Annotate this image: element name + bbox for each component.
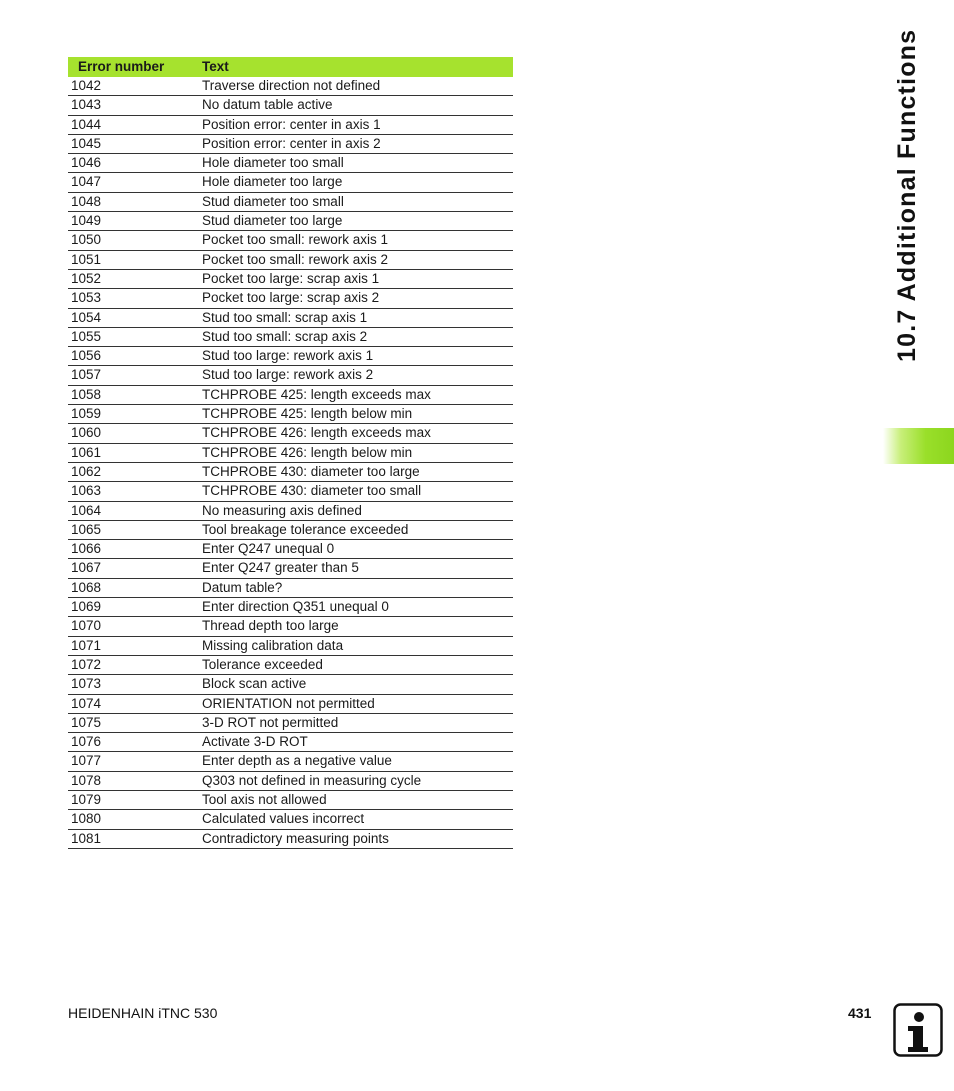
table-row xyxy=(68,636,513,655)
error-number-cell: 1072 xyxy=(68,655,202,674)
error-number-cell: 1059 xyxy=(68,405,202,424)
error-text-cell: TCHPROBE 426: length exceeds max xyxy=(202,424,513,443)
error-text-cell: Enter Q247 greater than 5 xyxy=(202,559,513,578)
table-row xyxy=(68,598,513,617)
table-row xyxy=(68,810,513,829)
info-icon xyxy=(893,1003,943,1057)
error-text-cell: Pocket too large: scrap axis 1 xyxy=(202,269,513,288)
error-text-cell: No datum table active xyxy=(202,96,513,115)
error-text-cell: Pocket too small: rework axis 1 xyxy=(202,231,513,250)
table-row xyxy=(68,829,513,848)
error-number-cell: 1073 xyxy=(68,675,202,694)
error-number-cell: 1054 xyxy=(68,308,202,327)
error-text-cell: TCHPROBE 425: length below min xyxy=(202,405,513,424)
error-number-cell: 1053 xyxy=(68,289,202,308)
table-row xyxy=(68,617,513,636)
error-number-cell: 1074 xyxy=(68,694,202,713)
error-number-cell: 1070 xyxy=(68,617,202,636)
error-text-cell: Traverse direction not defined xyxy=(202,77,513,96)
error-number-cell: 1069 xyxy=(68,598,202,617)
table-row xyxy=(68,308,513,327)
table-row xyxy=(68,675,513,694)
table-row xyxy=(68,694,513,713)
error-number-cell: 1080 xyxy=(68,810,202,829)
table-row xyxy=(68,482,513,501)
table-row xyxy=(68,733,513,752)
table-row xyxy=(68,655,513,674)
table-row xyxy=(68,231,513,250)
header-error-number: Error number xyxy=(68,57,202,77)
error-text-cell: Position error: center in axis 1 xyxy=(202,115,513,134)
error-number-cell: 1062 xyxy=(68,462,202,481)
error-number-cell: 1043 xyxy=(68,96,202,115)
error-number-cell: 1045 xyxy=(68,134,202,153)
table-row xyxy=(68,771,513,790)
error-text-cell: Stud too large: rework axis 1 xyxy=(202,347,513,366)
error-text-cell: 3-D ROT not permitted xyxy=(202,713,513,732)
error-text-cell: Stud diameter too small xyxy=(202,192,513,211)
error-text-cell: Enter depth as a negative value xyxy=(202,752,513,771)
error-number-cell: 1055 xyxy=(68,327,202,346)
error-number-cell: 1063 xyxy=(68,482,202,501)
table-row xyxy=(68,250,513,269)
error-number-cell: 1061 xyxy=(68,443,202,462)
error-text-cell: Block scan active xyxy=(202,675,513,694)
error-text-cell: TCHPROBE 426: length below min xyxy=(202,443,513,462)
chapter-tab-marker xyxy=(883,428,954,464)
error-text-cell: TCHPROBE 430: diameter too small xyxy=(202,482,513,501)
error-text-cell: Contradictory measuring points xyxy=(202,829,513,848)
table-row xyxy=(68,115,513,134)
error-text-cell: Missing calibration data xyxy=(202,636,513,655)
error-number-cell: 1076 xyxy=(68,733,202,752)
table-row xyxy=(68,559,513,578)
error-number-cell: 1051 xyxy=(68,250,202,269)
error-text-cell: Position error: center in axis 2 xyxy=(202,134,513,153)
table-row xyxy=(68,289,513,308)
error-text-cell: No measuring axis defined xyxy=(202,501,513,520)
table-row xyxy=(68,366,513,385)
error-text-cell: TCHPROBE 425: length exceeds max xyxy=(202,385,513,404)
table-row xyxy=(68,77,513,96)
error-text-cell: ORIENTATION not permitted xyxy=(202,694,513,713)
error-text-cell: Enter direction Q351 unequal 0 xyxy=(202,598,513,617)
error-text-cell: Stud too small: scrap axis 2 xyxy=(202,327,513,346)
error-text-cell: Thread depth too large xyxy=(202,617,513,636)
error-text-cell: Tolerance exceeded xyxy=(202,655,513,674)
table-row xyxy=(68,540,513,559)
table-row xyxy=(68,790,513,809)
table-row xyxy=(68,347,513,366)
error-number-cell: 1066 xyxy=(68,540,202,559)
section-title: 10.7 Additional Functions xyxy=(893,28,921,362)
table-row xyxy=(68,327,513,346)
table-row xyxy=(68,520,513,539)
error-number-cell: 1078 xyxy=(68,771,202,790)
table-body xyxy=(68,77,513,848)
error-number-cell: 1065 xyxy=(68,520,202,539)
table-row xyxy=(68,96,513,115)
error-text-cell: Calculated values incorrect xyxy=(202,810,513,829)
error-text-cell: Hole diameter too large xyxy=(202,173,513,192)
error-number-cell: 1057 xyxy=(68,366,202,385)
error-number-cell: 1056 xyxy=(68,347,202,366)
table-row xyxy=(68,192,513,211)
error-number-cell: 1049 xyxy=(68,212,202,231)
table-row xyxy=(68,173,513,192)
error-text-cell: Pocket too large: scrap axis 2 xyxy=(202,289,513,308)
error-text-cell: Stud diameter too large xyxy=(202,212,513,231)
table-row xyxy=(68,752,513,771)
error-number-cell: 1071 xyxy=(68,636,202,655)
error-table xyxy=(68,57,513,849)
error-number-cell: 1052 xyxy=(68,269,202,288)
table-row xyxy=(68,154,513,173)
error-text-cell: Stud too large: rework axis 2 xyxy=(202,366,513,385)
table-row xyxy=(68,212,513,231)
error-number-cell: 1079 xyxy=(68,790,202,809)
error-number-cell: 1048 xyxy=(68,192,202,211)
error-number-cell: 1068 xyxy=(68,578,202,597)
error-number-cell: 1042 xyxy=(68,77,202,96)
error-number-cell: 1067 xyxy=(68,559,202,578)
error-text-cell: Tool axis not allowed xyxy=(202,790,513,809)
error-number-cell: 1060 xyxy=(68,424,202,443)
error-number-cell: 1050 xyxy=(68,231,202,250)
error-text-cell: Pocket too small: rework axis 2 xyxy=(202,250,513,269)
error-text-cell: Tool breakage tolerance exceeded xyxy=(202,520,513,539)
error-number-cell: 1081 xyxy=(68,829,202,848)
table-row xyxy=(68,134,513,153)
table-row xyxy=(68,269,513,288)
footer-product-name: HEIDENHAIN iTNC 530 xyxy=(68,1005,218,1021)
table-row xyxy=(68,424,513,443)
error-text-cell: Activate 3-D ROT xyxy=(202,733,513,752)
table-row xyxy=(68,578,513,597)
table-row xyxy=(68,443,513,462)
error-number-cell: 1046 xyxy=(68,154,202,173)
error-number-cell: 1077 xyxy=(68,752,202,771)
error-text-cell: Q303 not defined in measuring cycle xyxy=(202,771,513,790)
error-text-cell: Datum table? xyxy=(202,578,513,597)
error-text-cell: Stud too small: scrap axis 1 xyxy=(202,308,513,327)
error-number-cell: 1044 xyxy=(68,115,202,134)
error-number-cell: 1047 xyxy=(68,173,202,192)
page-number: 431 xyxy=(848,1005,872,1021)
error-text-cell: TCHPROBE 430: diameter too large xyxy=(202,462,513,481)
table-row xyxy=(68,501,513,520)
error-text-cell: Enter Q247 unequal 0 xyxy=(202,540,513,559)
error-number-cell: 1064 xyxy=(68,501,202,520)
table-header-row xyxy=(68,57,513,77)
error-text-cell: Hole diameter too small xyxy=(202,154,513,173)
table-row xyxy=(68,405,513,424)
header-text: Text xyxy=(202,57,513,77)
table-row xyxy=(68,462,513,481)
error-number-cell: 1075 xyxy=(68,713,202,732)
table-row xyxy=(68,713,513,732)
error-number-cell: 1058 xyxy=(68,385,202,404)
table-row xyxy=(68,385,513,404)
